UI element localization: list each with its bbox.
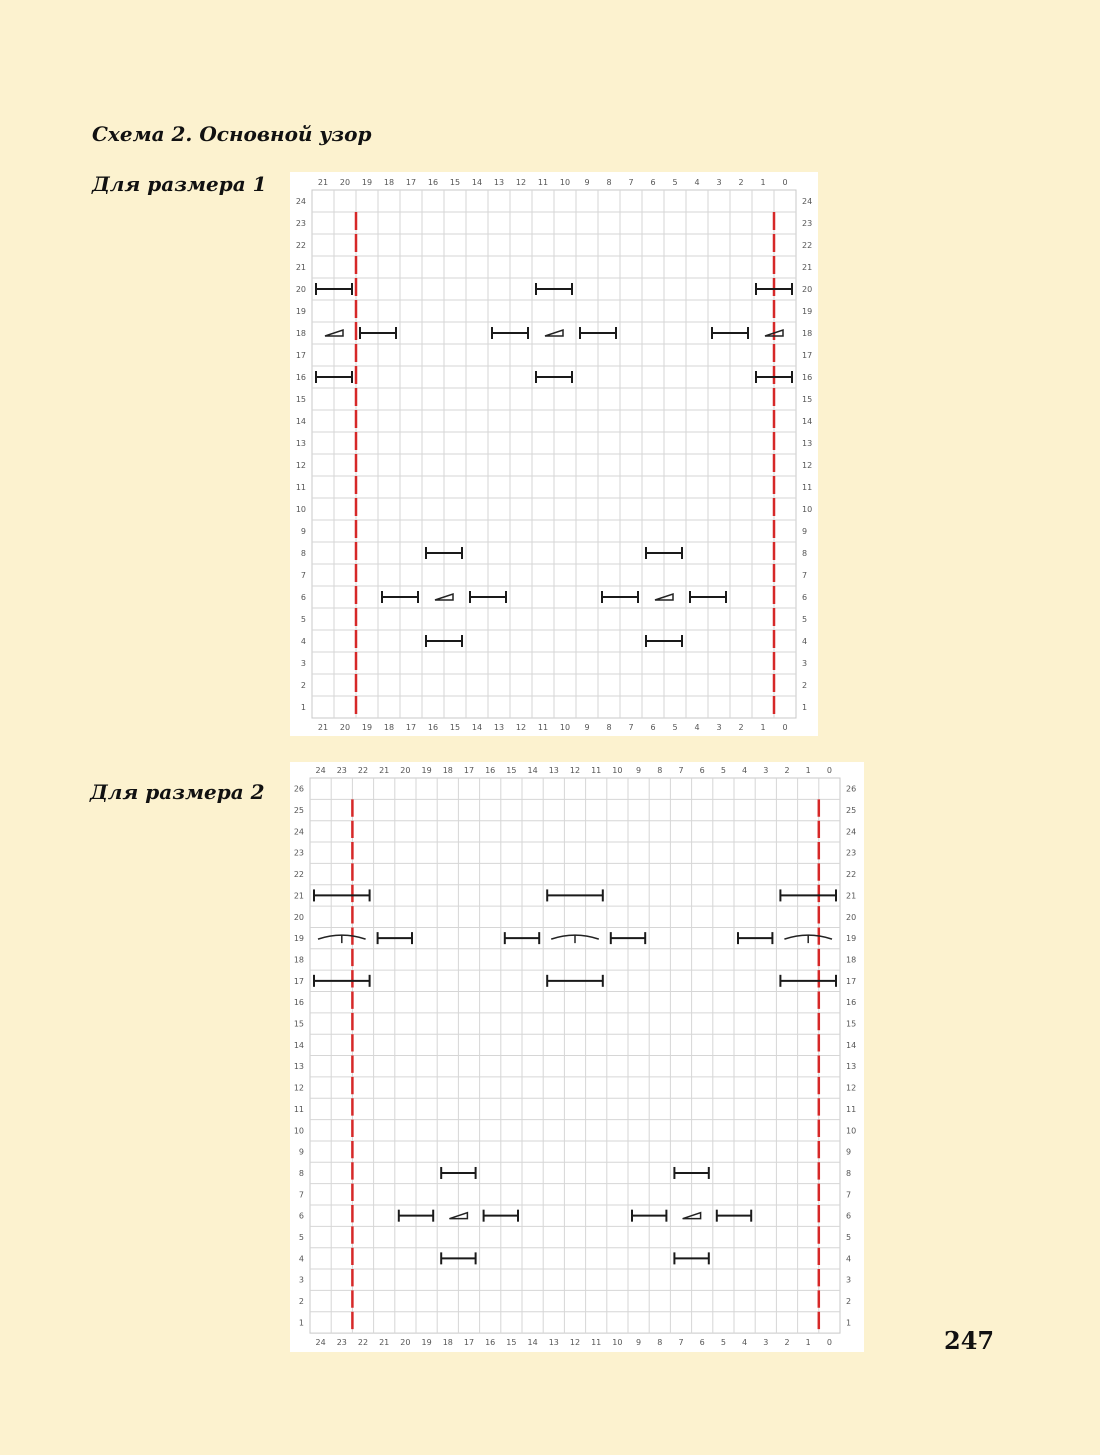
row-number-right: 13: [846, 1062, 857, 1072]
column-number-top: 3: [763, 766, 769, 775]
row-number-right: 9: [802, 527, 808, 536]
row-number-left: 8: [298, 1168, 304, 1178]
column-number-top: 20: [400, 766, 411, 775]
row-number-right: 11: [846, 1104, 857, 1114]
row-number-right: 8: [802, 549, 808, 558]
row-number-left: 16: [295, 373, 306, 382]
row-number-right: 10: [846, 1126, 857, 1136]
column-number-top: 9: [584, 178, 590, 187]
column-number-bottom: 13: [493, 723, 505, 732]
row-number-left: 9: [298, 1147, 304, 1157]
column-number-bottom: 9: [636, 1338, 642, 1348]
row-number-left: 22: [293, 870, 304, 880]
column-number-bottom: 16: [427, 723, 439, 732]
column-number-bottom: 24: [315, 1338, 326, 1348]
column-number-bottom: 11: [591, 1338, 602, 1348]
column-number-top: 12: [515, 178, 527, 187]
column-number-bottom: 18: [442, 1338, 453, 1348]
column-number-bottom: 15: [449, 723, 461, 732]
row-number-right: 22: [802, 241, 813, 250]
column-number-bottom: 20: [339, 723, 351, 732]
column-number-top: 16: [485, 766, 496, 775]
row-number-left: 12: [293, 1083, 304, 1093]
column-number-top: 11: [591, 766, 602, 775]
row-number-left: 24: [293, 827, 304, 837]
row-number-left: 20: [295, 285, 306, 294]
row-number-right: 17: [846, 976, 857, 986]
column-number-bottom: 3: [716, 723, 722, 732]
column-number-top: 9: [636, 766, 642, 775]
column-number-top: 18: [383, 178, 395, 187]
row-number-left: 25: [293, 806, 304, 816]
row-number-left: 13: [293, 1062, 304, 1072]
column-number-top: 23: [336, 766, 347, 775]
row-number-right: 25: [846, 806, 857, 816]
column-number-top: 2: [784, 766, 790, 775]
row-number-left: 14: [295, 417, 306, 426]
row-number-right: 3: [846, 1275, 852, 1285]
row-number-right: 20: [846, 912, 857, 922]
row-number-right: 8: [846, 1168, 852, 1178]
row-number-right: 6: [846, 1211, 852, 1221]
column-number-top: 15: [449, 178, 461, 187]
row-number-right: 12: [802, 461, 813, 470]
knitting-chart-svg-size-1: [290, 172, 818, 736]
row-number-left: 20: [293, 912, 304, 922]
row-number-right: 19: [846, 934, 857, 944]
column-number-bottom: 0: [826, 1338, 832, 1348]
column-number-top: 19: [361, 178, 373, 187]
row-number-right: 15: [802, 395, 813, 404]
row-number-right: 23: [802, 219, 813, 228]
column-number-top: 22: [357, 766, 369, 775]
chart-label-size-2: Для размера 2: [90, 780, 265, 804]
row-number-right: 4: [846, 1254, 852, 1264]
row-number-right: 9: [846, 1147, 852, 1157]
row-number-left: 16: [293, 998, 304, 1008]
row-number-right: 24: [846, 827, 857, 837]
column-number-top: 0: [782, 178, 788, 187]
row-number-left: 18: [293, 955, 304, 965]
row-number-left: 23: [295, 219, 306, 228]
column-number-top: 12: [569, 766, 581, 775]
column-number-top: 6: [699, 766, 705, 775]
knitting-chart-size-2: [290, 762, 864, 1352]
column-number-bottom: 14: [471, 723, 483, 732]
knitting-chart-size-1: [290, 172, 818, 736]
column-number-top: 1: [805, 766, 811, 775]
column-number-bottom: 7: [628, 723, 634, 732]
column-number-bottom: 4: [742, 1338, 748, 1348]
column-number-top: 0: [826, 766, 832, 775]
chart-label-size-1: Для размера 1: [92, 172, 267, 196]
row-number-left: 5: [300, 615, 306, 624]
column-number-bottom: 21: [317, 723, 329, 732]
row-number-left: 9: [300, 527, 306, 536]
row-number-left: 3: [298, 1275, 304, 1285]
row-number-right: 5: [802, 615, 808, 624]
column-number-top: 5: [720, 766, 726, 775]
row-number-right: 16: [802, 373, 813, 382]
column-number-bottom: 0: [782, 723, 788, 732]
knitting-chart-svg-size-2: [290, 762, 864, 1352]
row-number-left: 14: [293, 1040, 304, 1050]
column-number-bottom: 1: [760, 723, 766, 732]
row-number-left: 10: [293, 1126, 304, 1136]
column-number-bottom: 19: [361, 723, 373, 732]
row-number-right: 13: [802, 439, 813, 448]
page-title: Схема 2. Основной узор: [92, 122, 372, 146]
row-number-right: 2: [802, 681, 808, 690]
column-number-top: 16: [427, 178, 439, 187]
column-number-top: 15: [506, 766, 517, 775]
column-number-top: 13: [548, 766, 559, 775]
column-number-bottom: 1: [805, 1338, 811, 1348]
column-number-bottom: 12: [515, 723, 527, 732]
column-number-bottom: 22: [357, 1338, 369, 1348]
row-number-right: 19: [802, 307, 813, 316]
row-number-left: 11: [293, 1104, 304, 1114]
column-number-top: 4: [694, 178, 700, 187]
column-number-top: 7: [628, 178, 634, 187]
row-number-left: 19: [293, 934, 304, 944]
row-number-right: 11: [802, 483, 813, 492]
row-number-left: 24: [295, 197, 306, 206]
column-number-top: 4: [742, 766, 748, 775]
row-number-left: 15: [295, 395, 306, 404]
row-number-left: 8: [300, 549, 306, 558]
row-number-left: 15: [293, 1019, 304, 1029]
row-number-right: 16: [846, 998, 857, 1008]
row-number-right: 4: [802, 637, 808, 646]
row-number-right: 1: [846, 1318, 852, 1328]
column-number-top: 24: [315, 766, 326, 775]
row-number-left: 17: [293, 976, 304, 986]
column-number-top: 21: [317, 178, 329, 187]
row-number-right: 17: [802, 351, 813, 360]
column-number-top: 14: [527, 766, 538, 775]
row-number-left: 22: [295, 241, 306, 250]
row-number-left: 26: [293, 784, 304, 794]
row-number-right: 20: [802, 285, 813, 294]
row-number-right: 18: [846, 955, 857, 965]
column-number-bottom: 3: [763, 1338, 769, 1348]
column-number-bottom: 17: [405, 723, 417, 732]
column-number-bottom: 5: [720, 1338, 726, 1348]
row-number-right: 18: [802, 329, 813, 338]
row-number-right: 7: [846, 1190, 852, 1200]
column-number-bottom: 19: [421, 1338, 432, 1348]
row-number-left: 6: [300, 593, 306, 602]
column-number-bottom: 8: [657, 1338, 663, 1348]
row-number-left: 12: [295, 461, 306, 470]
row-number-right: 22: [846, 870, 857, 880]
column-number-bottom: 5: [672, 723, 678, 732]
column-number-bottom: 2: [738, 723, 744, 732]
row-number-left: 13: [295, 439, 306, 448]
column-number-top: 21: [379, 766, 390, 775]
row-number-left: 1: [298, 1318, 304, 1328]
column-number-bottom: 14: [527, 1338, 538, 1348]
column-number-bottom: 13: [548, 1338, 559, 1348]
column-number-top: 8: [657, 766, 663, 775]
row-number-left: 7: [300, 571, 306, 580]
column-number-top: 17: [405, 178, 417, 187]
column-number-bottom: 2: [784, 1338, 790, 1348]
column-number-bottom: 23: [336, 1338, 347, 1348]
row-number-left: 6: [298, 1211, 304, 1221]
row-number-right: 12: [846, 1083, 857, 1093]
row-number-right: 2: [846, 1297, 852, 1307]
column-number-top: 14: [471, 178, 483, 187]
column-number-top: 19: [421, 766, 432, 775]
column-number-bottom: 11: [537, 723, 549, 732]
column-number-top: 17: [463, 766, 475, 775]
column-number-top: 2: [738, 178, 744, 187]
row-number-left: 23: [293, 848, 304, 858]
row-number-left: 2: [300, 681, 306, 690]
column-number-bottom: 17: [463, 1338, 475, 1348]
row-number-left: 18: [295, 329, 306, 338]
column-number-bottom: 9: [584, 723, 590, 732]
row-number-right: 5: [846, 1233, 852, 1243]
row-number-right: 3: [802, 659, 808, 668]
column-number-bottom: 10: [559, 723, 571, 732]
row-number-right: 1: [802, 703, 808, 712]
row-number-right: 15: [846, 1019, 857, 1029]
row-number-left: 3: [300, 659, 306, 668]
row-number-right: 26: [846, 784, 857, 794]
column-number-bottom: 6: [699, 1338, 705, 1348]
column-number-top: 3: [716, 178, 722, 187]
column-number-top: 10: [612, 766, 623, 775]
row-number-right: 23: [846, 848, 857, 858]
row-number-left: 17: [295, 351, 306, 360]
column-number-top: 20: [339, 178, 351, 187]
row-number-left: 4: [300, 637, 306, 646]
column-number-top: 13: [493, 178, 505, 187]
row-number-left: 21: [295, 263, 306, 272]
column-number-bottom: 4: [694, 723, 700, 732]
row-number-right: 14: [802, 417, 813, 426]
column-number-top: 6: [650, 178, 656, 187]
column-number-top: 10: [559, 178, 571, 187]
row-number-left: 1: [300, 703, 306, 712]
row-number-left: 11: [295, 483, 306, 492]
row-number-left: 19: [295, 307, 306, 316]
column-number-bottom: 8: [606, 723, 612, 732]
column-number-bottom: 18: [383, 723, 395, 732]
column-number-top: 11: [537, 178, 549, 187]
row-number-right: 7: [802, 571, 808, 580]
row-number-left: 7: [298, 1190, 304, 1200]
row-number-left: 4: [298, 1254, 304, 1264]
row-number-left: 21: [293, 891, 304, 901]
column-number-bottom: 15: [506, 1338, 517, 1348]
column-number-top: 5: [672, 178, 678, 187]
column-number-top: 8: [606, 178, 612, 187]
column-number-bottom: 7: [678, 1338, 684, 1348]
row-number-right: 10: [802, 505, 813, 514]
column-number-bottom: 16: [485, 1338, 496, 1348]
page-number: 247: [944, 1326, 995, 1355]
row-number-right: 24: [802, 197, 813, 206]
column-number-bottom: 20: [400, 1338, 411, 1348]
column-number-top: 7: [678, 766, 684, 775]
row-number-right: 21: [802, 263, 813, 272]
row-number-left: 2: [298, 1297, 304, 1307]
column-number-bottom: 6: [650, 723, 656, 732]
column-number-bottom: 10: [612, 1338, 623, 1348]
row-number-right: 21: [846, 891, 857, 901]
row-number-right: 14: [846, 1040, 857, 1050]
column-number-top: 1: [760, 178, 766, 187]
row-number-left: 5: [298, 1233, 304, 1243]
row-number-left: 10: [295, 505, 306, 514]
column-number-bottom: 12: [569, 1338, 581, 1348]
column-number-bottom: 21: [379, 1338, 390, 1348]
row-number-right: 6: [802, 593, 808, 602]
column-number-top: 18: [442, 766, 453, 775]
